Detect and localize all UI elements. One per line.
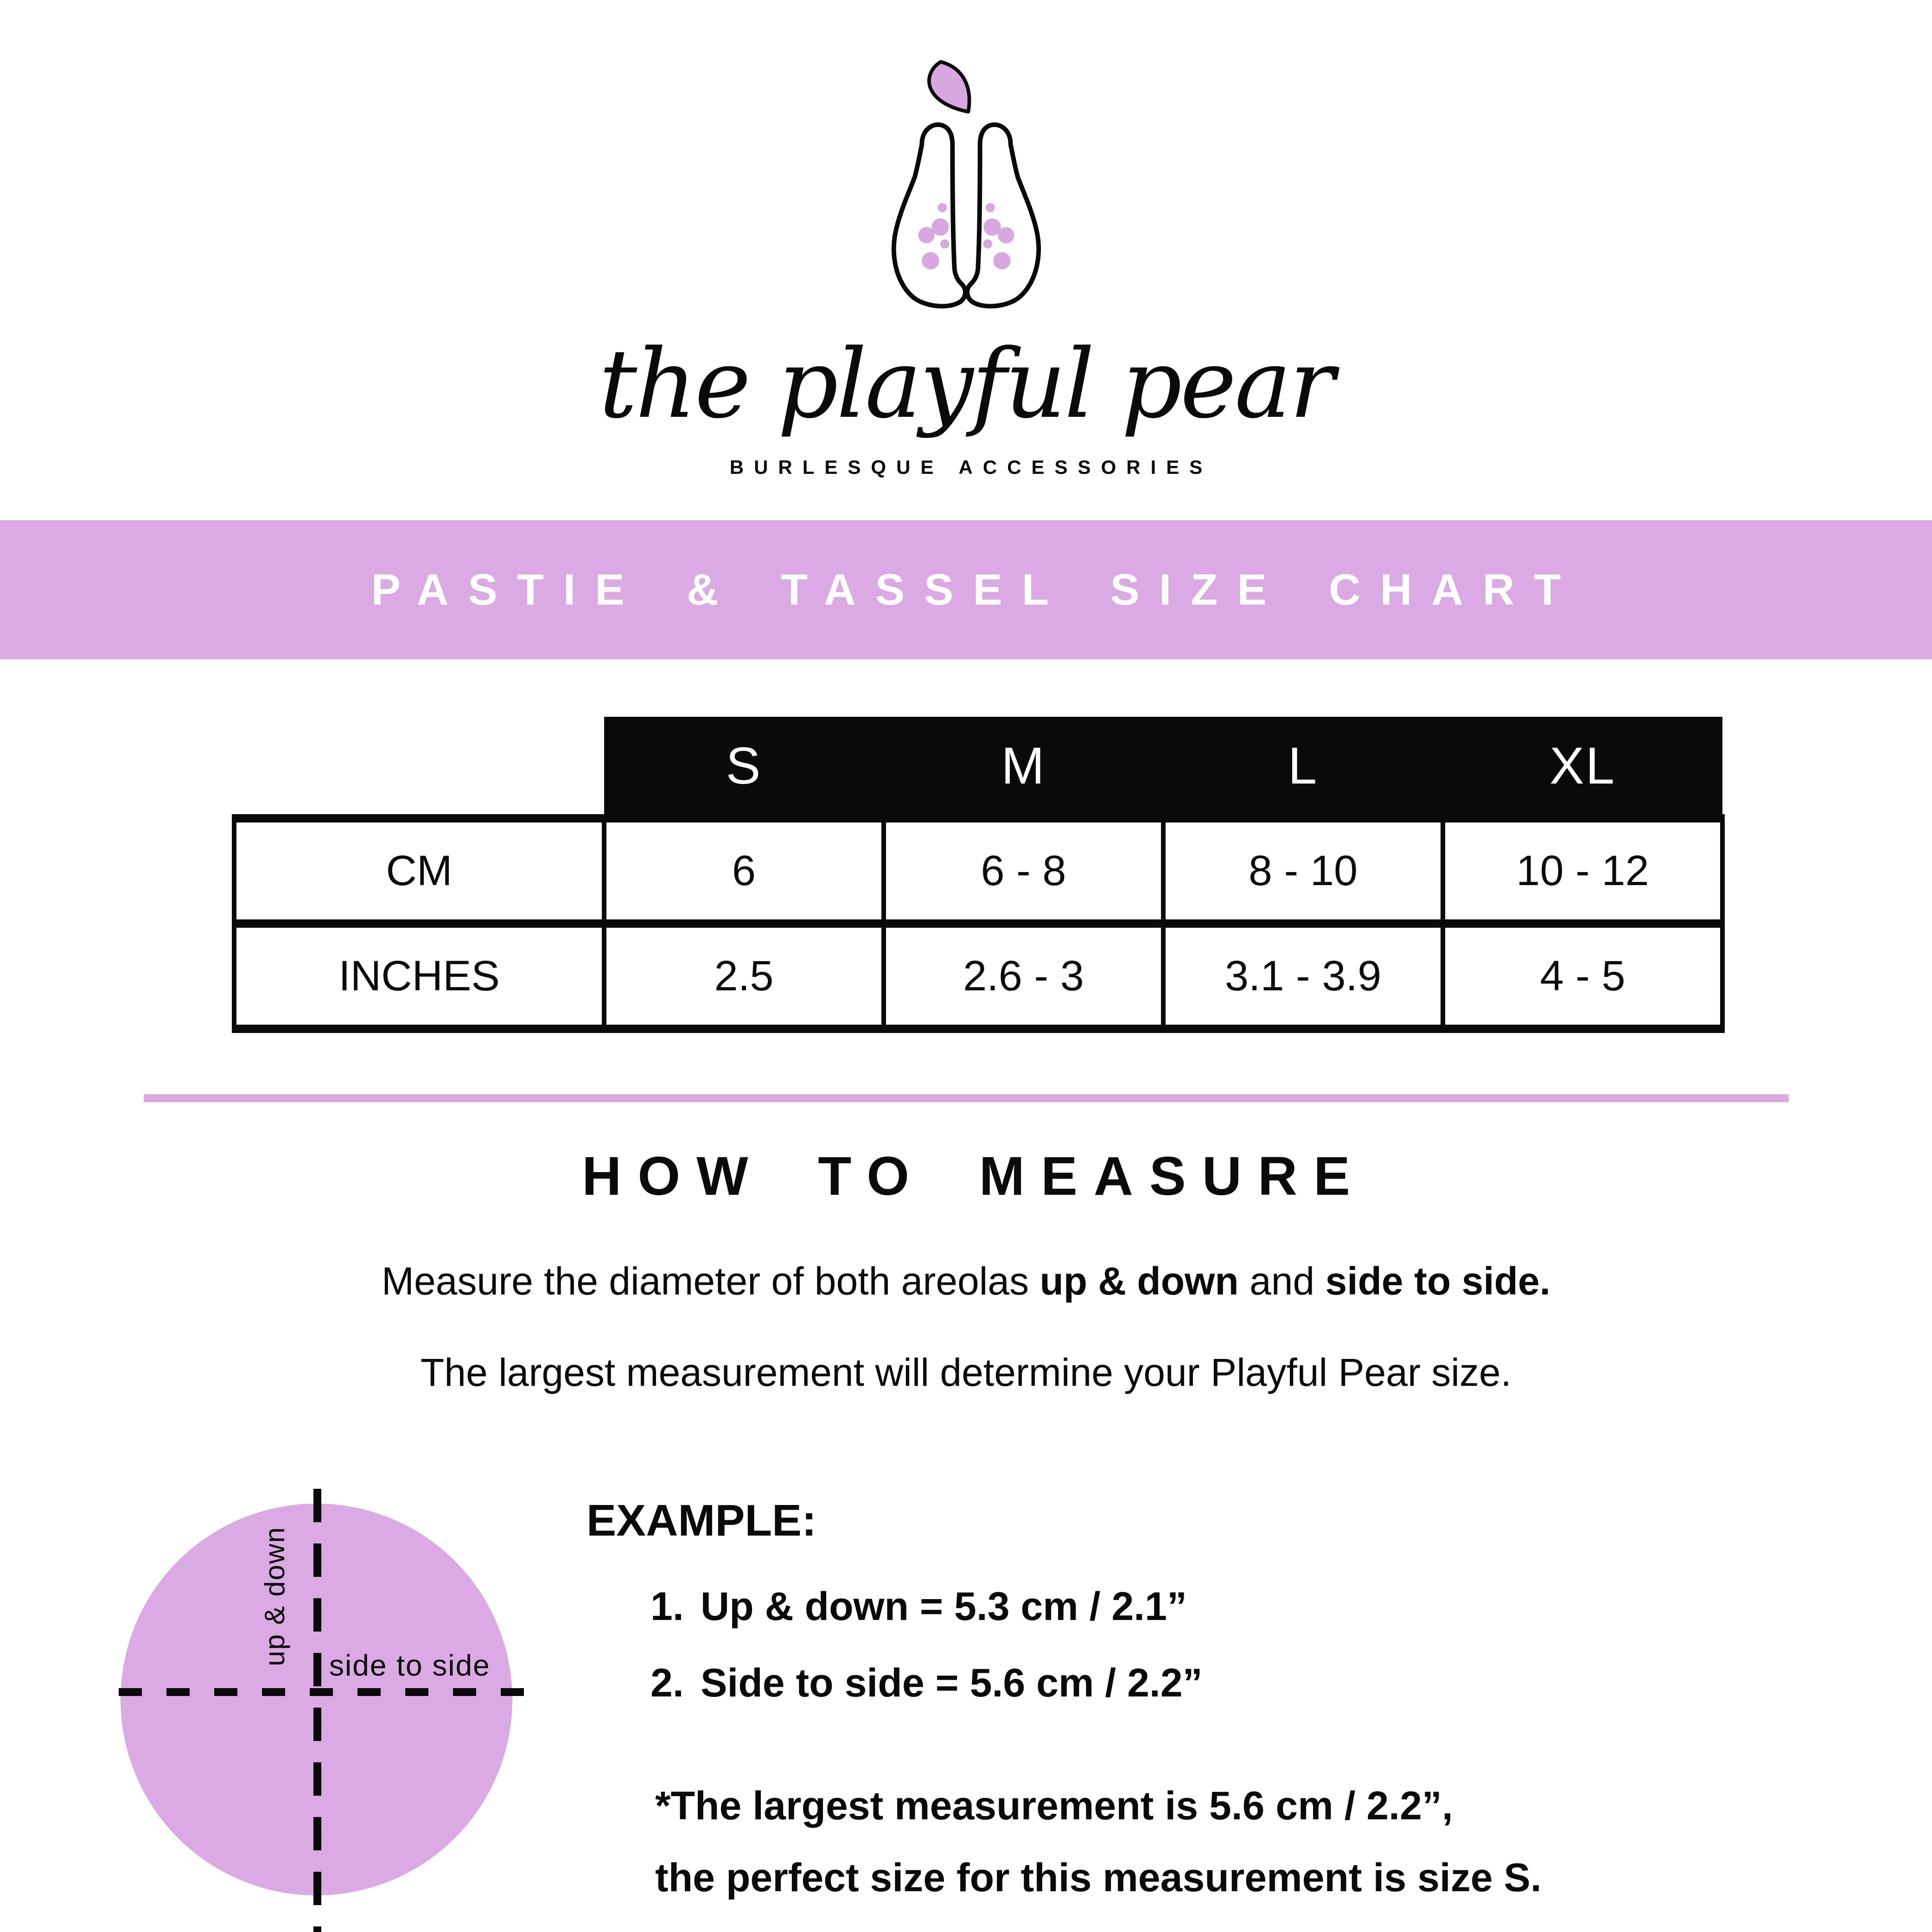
pear-right-half — [967, 125, 1039, 306]
example-note-line1: *The largest measurement is 5.6 cm / 2.2”, — [655, 1783, 1453, 1828]
size-table-section — [0, 717, 1932, 1033]
example-item-2-text: Side to side = 5.6 cm / 2.2” — [701, 1661, 1203, 1706]
instruction-bold-side-to-side: side to side. — [1325, 1259, 1550, 1303]
up-and-down-label: up & down — [259, 1526, 290, 1666]
brand-script-title: the playful pear — [599, 329, 1333, 440]
cell-cm-m: 6 - 8 — [884, 818, 1163, 924]
example-note-line2: the perfect size for this measurement is size S. — [655, 1855, 1542, 1900]
banner-title: PASTIE & TASSEL SIZE CHART — [371, 565, 1581, 614]
example-item-2-number: 2. — [650, 1661, 684, 1706]
example-item-1-number: 1. — [650, 1584, 684, 1629]
brand-subtitle: BURLESQUE ACCESSORIES — [729, 456, 1213, 478]
size-table-header-row — [234, 717, 1722, 818]
table-row-cm — [234, 818, 1722, 924]
cell-in-s: 2.5 — [604, 924, 884, 1029]
table-corner-cell — [234, 717, 604, 818]
instruction-bold-up-down: up & down — [1039, 1259, 1239, 1303]
banner-title-bar — [0, 520, 1932, 659]
cell-in-m: 2.6 - 3 — [884, 924, 1163, 1029]
section-divider — [144, 1094, 1789, 1102]
pear-seeds-left — [918, 203, 949, 269]
example-note — [587, 1770, 1913, 1914]
logo-block — [0, 0, 1932, 478]
bottom-section — [0, 1489, 1932, 1932]
measure-instruction-line1 — [0, 1258, 1932, 1305]
pear-seeds-right — [983, 203, 1014, 269]
measure-instruction-line2: The largest measurement will determine your Playful Pear size. — [421, 1350, 1511, 1394]
example-item-1-text: Up & down = 5.3 cm / 2.1” — [701, 1584, 1187, 1629]
measurement-diagram — [115, 1489, 644, 1932]
size-header-m: M — [884, 717, 1163, 818]
pear-logo-icon — [864, 55, 1068, 326]
cell-in-l: 3.1 - 3.9 — [1163, 924, 1443, 1029]
size-header-xl: XL — [1443, 717, 1722, 818]
example-item-2 — [587, 1660, 1913, 1706]
instruction-text-mid: and — [1238, 1259, 1326, 1303]
size-header-l: L — [1163, 717, 1443, 818]
example-item-1 — [587, 1584, 1913, 1630]
size-table — [232, 717, 1725, 1033]
instruction-text: Measure the diameter of both areolas — [382, 1259, 1040, 1303]
table-row-inches — [234, 924, 1722, 1029]
vertical-dashed-line — [313, 1489, 321, 1932]
size-header-s: S — [604, 717, 884, 818]
how-to-measure-section — [0, 1145, 1932, 1396]
pear-left-half — [893, 125, 965, 306]
example-heading: EXAMPLE: — [587, 1495, 817, 1545]
cell-cm-s: 6 — [604, 818, 884, 924]
horizontal-dashed-line — [119, 1688, 529, 1696]
side-to-side-label: side to side — [329, 1648, 491, 1682]
cell-cm-xl: 10 - 12 — [1443, 818, 1722, 924]
how-to-measure-heading: HOW TO MEASURE — [582, 1146, 1366, 1207]
cell-cm-l: 8 - 10 — [1163, 818, 1443, 924]
row-label-cm: CM — [234, 818, 604, 924]
pear-leaf-icon — [929, 62, 969, 112]
example-block — [587, 1496, 1913, 1914]
cell-in-xl: 4 - 5 — [1443, 924, 1722, 1029]
row-label-inches: INCHES — [234, 924, 604, 1029]
